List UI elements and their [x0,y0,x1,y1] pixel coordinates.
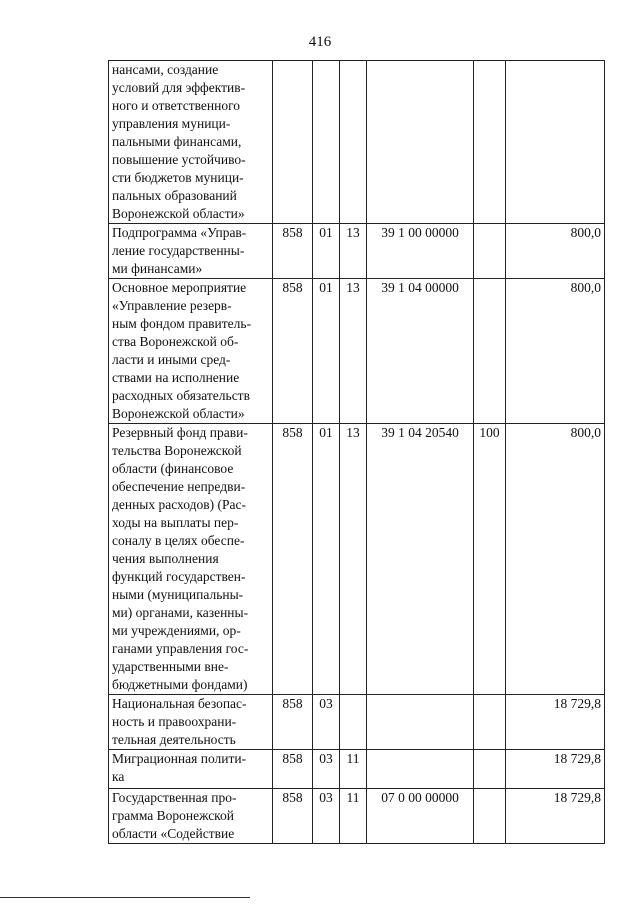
amount-cell: 800,0 [506,424,605,695]
section-code-cell [313,61,340,224]
ministry-code-cell: 858 [273,695,313,750]
section-code-cell: 01 [313,279,340,424]
expense-type-cell [474,224,506,279]
table-row [109,61,605,224]
expense-type-cell [474,61,506,224]
target-article-cell [367,695,474,750]
amount-cell [506,61,605,224]
amount-cell: 18 729,8 [506,750,605,789]
ministry-code-cell: 858 [273,224,313,279]
amount-cell: 800,0 [506,279,605,424]
table-row [109,750,605,789]
ministry-code-cell [273,61,313,224]
expense-type-cell [474,279,506,424]
subsection-code-cell: 13 [340,224,367,279]
amount-cell: 18 729,8 [506,695,605,750]
ministry-code-cell: 858 [273,424,313,695]
subsection-code-cell: 13 [340,424,367,695]
row-name-cell: Основное мероприятие «Управление резерв- ным фондом правитель- ства Воронежской об- ласти и иными сред- ствами на исполнение расходных обязательств Воронежской области» [109,279,273,424]
table-row [109,789,605,844]
subsection-code-cell: 13 [340,279,367,424]
row-name-cell: Национальная безопас- ность и правоохрани- тельная деятельность [109,695,273,750]
table-row [109,279,605,424]
row-name-cell: нансами, создание условий для эффектив- ного и ответственного управления муници- пальными финансами, повышение устойчиво- сти бюджетов муници- пальных образований Воронежской области» [109,61,273,224]
section-code-cell: 01 [313,424,340,695]
budget-table [108,60,605,844]
target-article-cell: 39 1 04 00000 [367,279,474,424]
target-article-cell: 39 1 00 00000 [367,224,474,279]
table-row [109,224,605,279]
row-name-cell: Резервный фонд прави- тельства Воронежской области (финансовое обеспечение непредви- денных расходов) (Рас- ходы на выплаты пер- соналу в целях обеспе- чения выполнения функций государствен- ными (муниципальны- ми) органами, казенны- ми учреждениями, ор- ганами управления гос- ударственными вне- бюджетными фондами) [109,424,273,695]
page-number: 416 [308,34,332,50]
ministry-code-cell: 858 [273,750,313,789]
footnote-divider [0,897,250,898]
target-article-cell [367,61,474,224]
section-code-cell: 03 [313,789,340,844]
target-article-cell: 39 1 04 20540 [367,424,474,695]
section-code-cell: 01 [313,224,340,279]
amount-cell: 800,0 [506,224,605,279]
row-name-cell: Миграционная полити- ка [109,750,273,789]
row-name-cell: Подпрограмма «Управ- ление государственны- ми финансами» [109,224,273,279]
ministry-code-cell: 858 [273,789,313,844]
section-code-cell: 03 [313,750,340,789]
target-article-cell [367,750,474,789]
subsection-code-cell [340,61,367,224]
expense-type-cell [474,695,506,750]
section-code-cell: 03 [313,695,340,750]
expense-type-cell: 100 [474,424,506,695]
amount-cell: 18 729,8 [506,789,605,844]
subsection-code-cell: 11 [340,750,367,789]
subsection-code-cell [340,695,367,750]
subsection-code-cell: 11 [340,789,367,844]
ministry-code-cell: 858 [273,279,313,424]
table-row [109,695,605,750]
table-row [109,424,605,695]
expense-type-cell [474,789,506,844]
target-article-cell: 07 0 00 00000 [367,789,474,844]
row-name-cell: Государственная про- грамма Воронежской области «Содействие [109,789,273,844]
expense-type-cell [474,750,506,789]
